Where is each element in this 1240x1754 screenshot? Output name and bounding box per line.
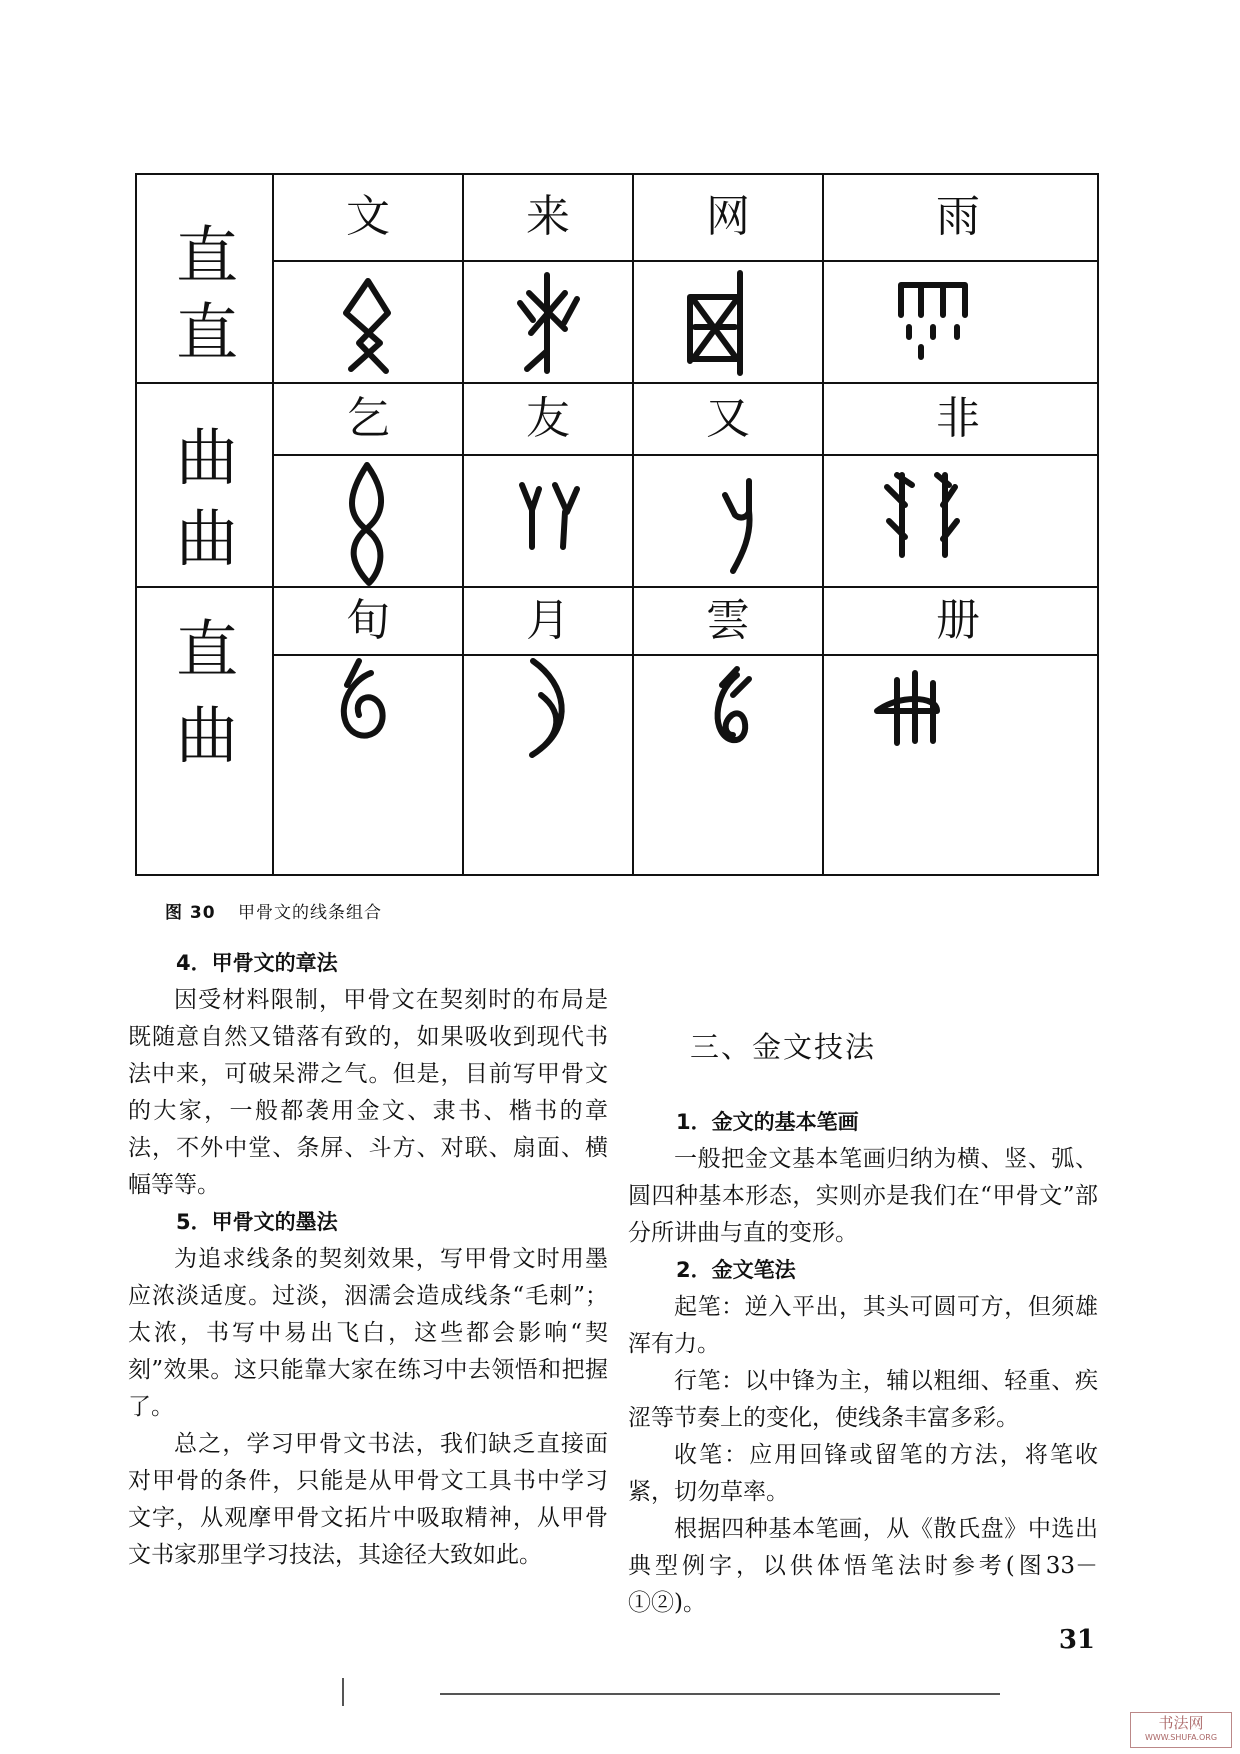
modern-char: 非	[936, 393, 980, 444]
modern-char: 来	[526, 191, 570, 242]
subheading: 4．甲骨文的章法	[176, 951, 338, 975]
right-column	[628, 945, 1098, 1622]
footer-tick	[342, 1678, 344, 1706]
subheading: 5．甲骨文的墨法	[176, 1210, 338, 1234]
watermark-logo	[1130, 1712, 1232, 1748]
category-char: 直	[175, 296, 238, 369]
modern-char: 友	[526, 393, 570, 444]
modern-char: 文	[346, 191, 390, 242]
subheading: 1．金文的基本笔画	[676, 1110, 859, 1134]
paragraph: 因受材料限制，甲骨文在契刻时的布局是既随意自然又错落有致的，如果吸收到现代书法中来，可破呆滞之气。但是，目前写甲骨文的大家，一般都袭用金文、隶书、楷书的章法，不外中堂、条屏、斗方、对联、扇面、横幅等等。	[128, 987, 608, 1198]
footer-rule	[440, 1693, 1000, 1695]
category-char: 曲	[175, 502, 238, 575]
modern-char: 雨	[936, 191, 980, 242]
oracle-glyph-wang-icon	[690, 273, 740, 373]
modern-char: 又	[706, 393, 750, 444]
paragraph: 为追求线条的契刻效果，写甲骨文时用墨应浓淡适度。过淡，洇濡会造成线条“毛刺”；太浓，书写中易出飞白，这些都会影响“契刻”效果。这只能靠大家在练习中去领悟和把握了。	[128, 1246, 608, 1420]
paragraph: 一般把金文基本笔画归纳为横、竖、弧、圆四种基本形态，实则亦是我们在“甲骨文”部分所讲曲与直的变形。	[628, 1146, 1098, 1246]
oracle-glyph-ce-icon	[877, 673, 937, 743]
subheading: 2．金文笔法	[676, 1258, 796, 1282]
oracle-glyph-you2-icon	[725, 481, 750, 571]
oracle-glyph-fei-icon	[887, 475, 957, 555]
figure-title: 甲骨文的线条组合	[237, 903, 382, 923]
section-title: 三、金文技法	[690, 1030, 877, 1064]
oracle-glyph-yun-icon	[718, 669, 749, 740]
category-char: 曲	[175, 421, 238, 494]
oracle-glyph-yue-icon	[532, 661, 562, 755]
figure-table	[135, 173, 1099, 876]
oracle-glyph-lai-icon	[520, 275, 577, 371]
paragraph: 根据四种基本笔画，从《散氏盘》中选出典型例字，以供体悟笔法时参考(图33－①②)。	[628, 1516, 1098, 1616]
oracle-glyph-you-icon	[522, 485, 577, 547]
paragraph: 总之，学习甲骨文书法，我们缺乏直接面对甲骨的条件，只能是从甲骨文工具书中学习文字，从观摩甲骨文拓片中吸取精神，从甲骨文书家那里学习技法，其途径大致如此。	[128, 1431, 608, 1568]
oracle-glyphs	[137, 175, 1097, 874]
category-char: 曲	[175, 699, 238, 772]
oracle-glyph-qi-icon	[352, 465, 381, 583]
paragraph: 行笔：以中锋为主，辅以粗细、轻重、疾涩等节奏上的变化，使线条丰富多彩。	[628, 1368, 1098, 1431]
category-char: 直	[175, 613, 238, 686]
watermark-url: WWW.SHUFA.ORG	[1144, 1733, 1218, 1742]
oracle-glyph-yu-icon	[901, 285, 965, 357]
paragraph: 起笔：逆入平出，其头可圆可方，但须雄浑有力。	[628, 1294, 1098, 1357]
page-number: 31	[1058, 1625, 1095, 1655]
modern-char: 乞	[346, 393, 390, 444]
figure-caption	[165, 898, 382, 923]
modern-char: 旬	[346, 595, 390, 646]
watermark-text: 书法网	[1158, 1714, 1204, 1732]
figure-number: 图 30	[165, 903, 216, 923]
left-column	[128, 945, 608, 1574]
modern-char: 雲	[706, 595, 750, 646]
oracle-glyph-wen-icon	[346, 281, 388, 371]
paragraph: 收笔：应用回锋或留笔的方法，将笔收紧，切勿草率。	[628, 1442, 1098, 1505]
category-char: 直	[175, 219, 238, 292]
modern-char: 网	[706, 191, 750, 242]
oracle-glyph-xun-icon	[344, 661, 383, 736]
modern-char: 册	[936, 595, 980, 646]
modern-char: 月	[526, 595, 570, 646]
